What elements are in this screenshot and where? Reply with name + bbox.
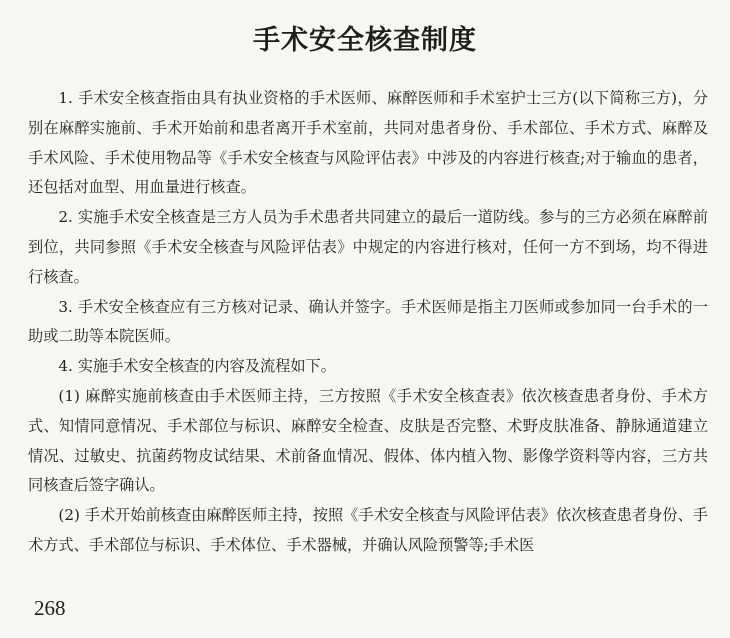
paragraph-2: 2. 实施手术安全核查是三方人员为手术患者共同建立的最后一道防线。参与的三方必须在麻醉前到位，共同参照《手术安全核查与风险评估表》中规定的内容进行核对，任何一方不到场，均不得进行核查。 [28,208,708,286]
paragraph-4-1: (1) 麻醉实施前核查由手术医师主持，三方按照《手术安全核查表》依次核查患者身份、手术方式、知情同意情况、手术部位与标识、麻醉安全检查、皮肤是否完整、术野皮肤准备、静脉通道建立情况、过敏史、抗菌药物皮试结果、术前备血情况、假体、体内植入物、影像学资料等内容，三方共同核查后签字确认。 [28,386,708,495]
page-title: 手术安全核查制度 [253,25,477,56]
paragraph-4-2: (2) 手术开始前核查由麻醉医师主持，按照《手术安全核查与风险评估表》依次核查患者身份、手术方式、手术部位与标识、手术体位、手术器械，并确认风险预警等;手术医 [28,506,708,554]
paragraph-3: 3. 手术安全核查应有三方核对记录、确认并签字。手术医师是指主刀医师或参加同一台手术的一助或二助等本院医师。 [28,297,708,346]
page-number: 268 [34,596,66,620]
paragraph-1: 1. 手术安全核查指由具有执业资格的手术医师、麻醉医师和手术室护士三方(以下简称三方)，分别在麻醉实施前、手术开始前和患者离开手术室前，共同对患者身份、手术部位、手术方式、麻醉及手术风险、手术使用物品等《手术安全核查与风险评估表》中涉及的内容进行核查;对于输血的患者，还包括对血型、用血量进行核查。 [28,89,708,197]
paragraph-4: 4. 实施手术安全核查的内容及流程如下。 [58,357,336,376]
document-body [28,84,708,561]
